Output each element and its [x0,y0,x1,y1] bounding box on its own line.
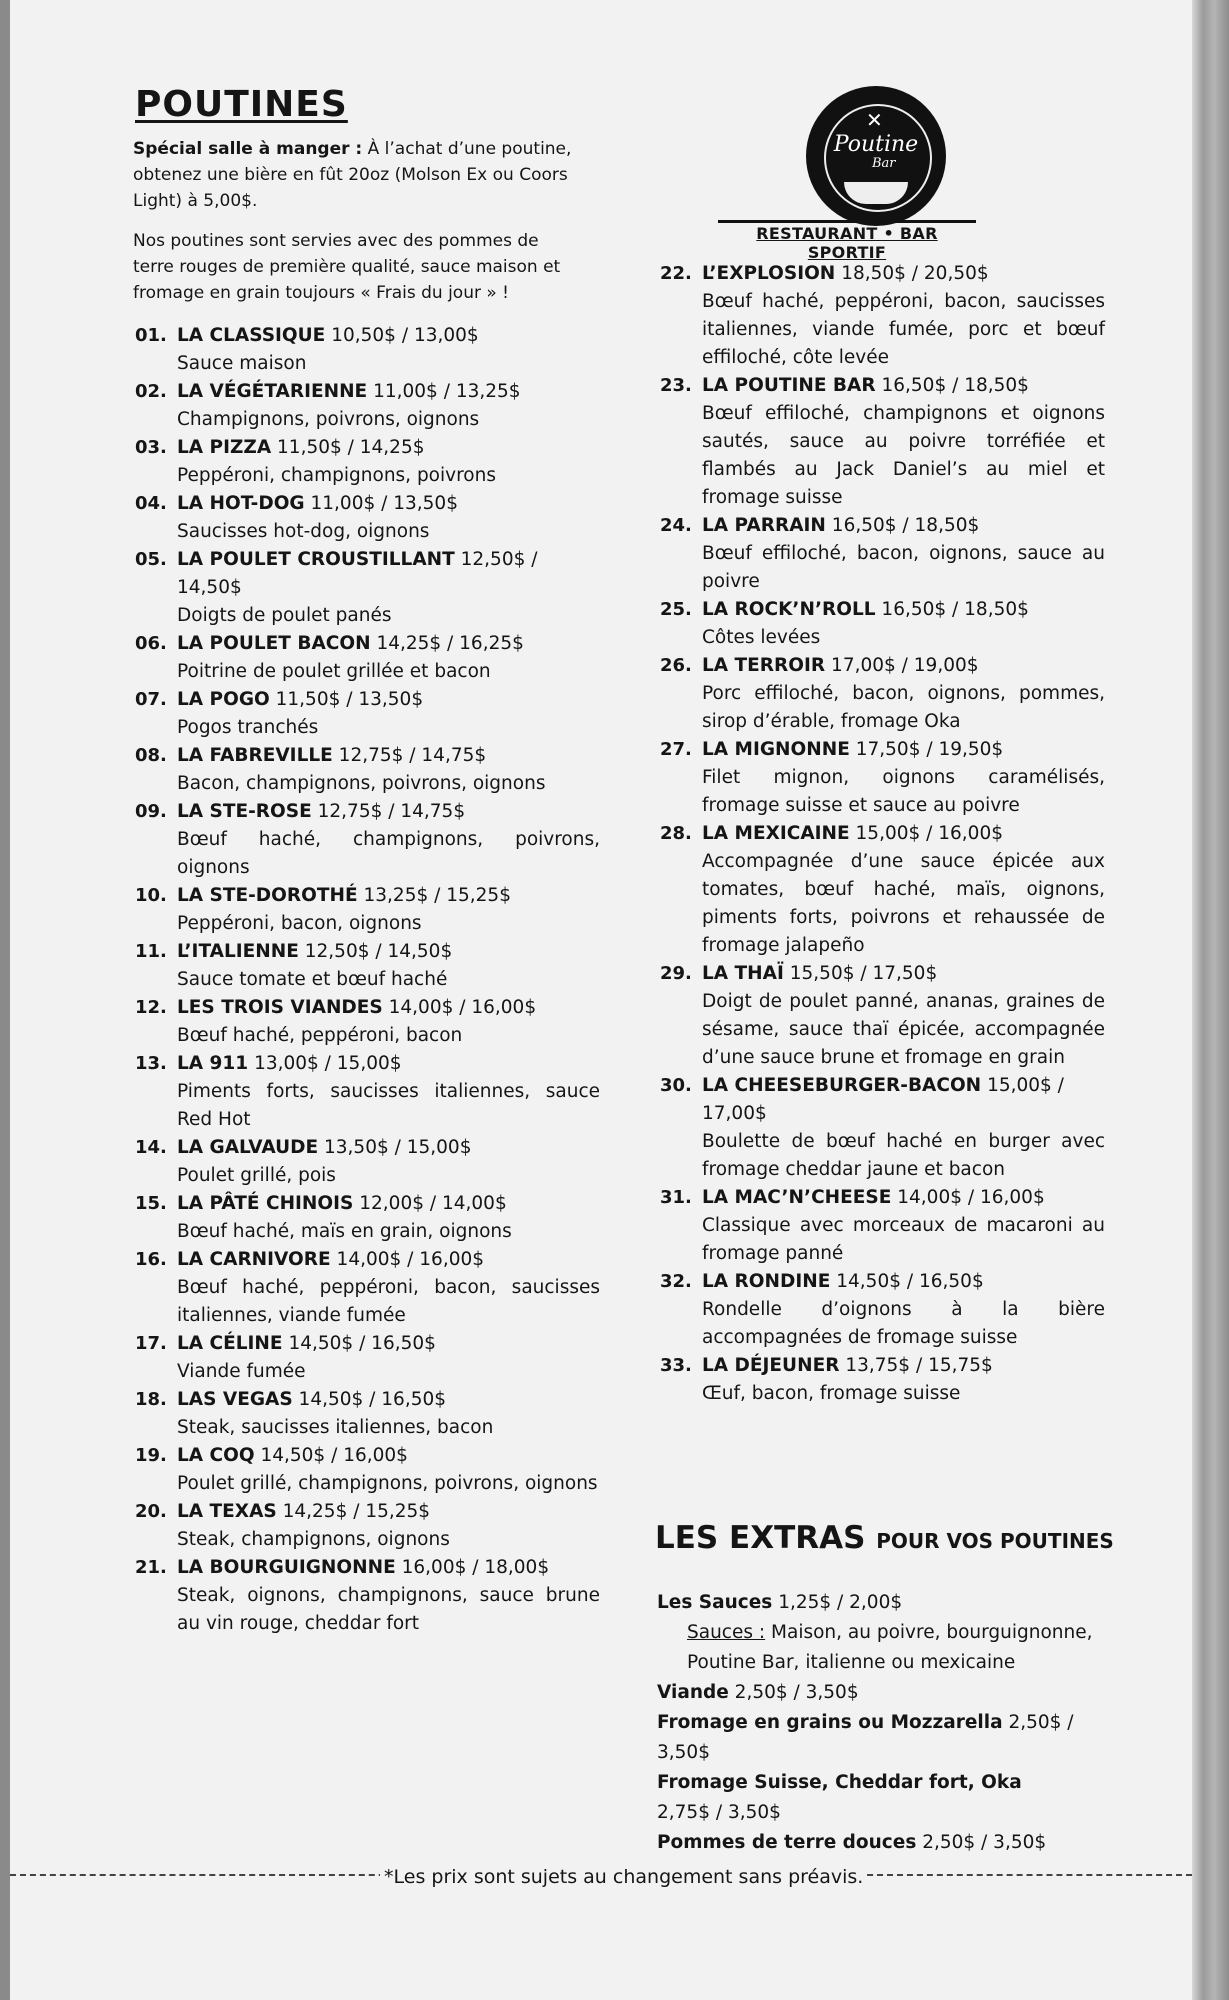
extra-price: 2,50$ / 3,50$ [657,1712,1074,1763]
item-description: Accompagnée d’une sauce épicée aux tomates, bœuf haché, maïs, oignons, piments forts, poivrons et rehaussée de fromage jalapeño [702,851,1105,956]
menu-item [135,1498,600,1554]
item-description: Piments forts, saucisses italiennes, sauce Red Hot [177,1081,600,1130]
item-name: LA TEXAS [177,1501,277,1522]
item-description: Steak, saucisses italiennes, bacon [177,1417,494,1438]
item-price: 16,50$ / 18,50$ [831,515,980,536]
item-body [702,1268,1105,1352]
extra-patates-douces [657,1828,1127,1858]
item-price: 13,75$ / 15,75$ [845,1355,993,1376]
menu-item [135,1190,600,1246]
item-price: 11,50$ / 14,25$ [277,437,425,458]
item-number: 16. [135,1249,167,1270]
item-name: LA COQ [177,1445,255,1466]
extra-price: 1,25$ / 2,00$ [778,1592,903,1613]
item-price: 17,50$ / 19,50$ [855,739,1004,760]
menu-item [135,798,600,882]
menu-item [660,820,1105,960]
item-body [702,736,1105,820]
menu-item [135,994,600,1050]
menu-item [135,742,600,798]
item-body [177,1246,600,1330]
item-number: 11. [135,941,167,962]
item-description: Bœuf haché, peppéroni, bacon, saucisses italiennes, viande fumée, porc et bœuf effiloché, côte levée [702,291,1105,368]
item-number: 17. [135,1333,167,1354]
item-name: LA STE-DOROTHÉ [177,885,358,906]
item-body [177,798,600,882]
item-number: 04. [135,493,167,514]
item-description: Doigts de poulet panés [177,605,392,626]
item-name: LA CLASSIQUE [177,325,326,346]
item-name: L’ITALIENNE [177,941,299,962]
item-name: LA MIGNONNE [702,739,850,760]
menu-item [660,1072,1105,1184]
item-number: 30. [660,1075,692,1096]
item-price: 12,00$ / 14,00$ [359,1193,507,1214]
item-body [177,1554,600,1638]
item-price: 17,00$ / 19,00$ [831,655,979,676]
item-price: 11,00$ / 13,50$ [310,493,458,514]
item-description: Bœuf effiloché, bacon, oignons, sauce au poivre [702,543,1105,592]
item-price: 14,50$ / 16,00$ [260,1445,408,1466]
item-body [177,378,600,434]
item-description: Peppéroni, champignons, poivrons [177,465,496,486]
extra-viande [657,1678,1127,1708]
item-body [177,1134,600,1190]
item-number: 19. [135,1445,167,1466]
menu-item [135,1330,600,1386]
menu-item [135,938,600,994]
menu-item [660,372,1105,512]
item-price: 14,00$ / 16,00$ [336,1249,485,1270]
item-description: Bœuf haché, peppéroni, bacon [177,1025,463,1046]
item-price: 16,50$ / 18,50$ [881,599,1029,620]
item-price: 14,25$ / 15,25$ [282,1501,431,1522]
item-number: 20. [135,1501,167,1522]
item-description: Poitrine de poulet grillée et bacon [177,661,491,682]
extra-fromage-suisse [657,1768,1127,1828]
poutine-bar-logo [806,86,946,226]
menu-item [660,596,1105,652]
item-name: LAS VEGAS [177,1389,293,1410]
extras-list [657,1588,1127,1858]
item-name: LA PARRAIN [702,515,826,536]
item-body [702,260,1105,372]
item-price: 12,50$ / 14,50$ [177,549,538,598]
item-description: Rondelle d’oignons à la bière accompagnées de fromage suisse [702,1299,1105,1348]
item-number: 27. [660,739,692,760]
item-number: 22. [660,263,692,284]
price-disclaimer: *Les prix sont sujets au changement sans préavis. [380,1866,867,1888]
item-name: LA CARNIVORE [177,1249,331,1270]
item-number: 25. [660,599,692,620]
item-price: 13,25$ / 15,25$ [363,885,511,906]
item-body [177,1386,600,1442]
item-price: 12,75$ / 14,75$ [338,745,487,766]
item-price: 13,50$ / 15,00$ [324,1137,472,1158]
item-price: 13,00$ / 15,00$ [254,1053,402,1074]
item-body [177,322,600,378]
sauces-sub-label: Sauces : [687,1622,766,1643]
item-number: 14. [135,1137,167,1158]
item-price: 15,50$ / 17,50$ [789,963,938,984]
menu-item [135,378,600,434]
menu-item [135,1442,600,1498]
background-left-edge [0,0,10,2000]
item-price: 11,00$ / 13,25$ [373,381,521,402]
extra-price: 2,75$ / 3,50$ [657,1802,781,1823]
item-name: LES TROIS VIANDES [177,997,383,1018]
item-description: Pogos tranchés [177,717,319,738]
item-name: LA 911 [177,1053,249,1074]
background-right-edge [1192,0,1229,2000]
item-price: 11,50$ / 13,50$ [275,689,424,710]
item-number: 31. [660,1187,692,1208]
item-body [177,1330,600,1386]
item-body [177,882,600,938]
menu-item [135,1134,600,1190]
item-description: Sauce tomate et bœuf haché [177,969,448,990]
item-description: Classique avec morceaux de macaroni au fromage panné [702,1215,1105,1264]
item-body [702,1352,1105,1408]
item-name: LA VÉGÉTARIENNE [177,381,368,402]
menu-list-left [135,322,600,1638]
item-name: LA TERROIR [702,655,826,676]
item-body [177,490,600,546]
item-description: Peppéroni, bacon, oignons [177,913,422,934]
menu-item [135,546,600,630]
menu-item [660,260,1105,372]
item-description: Doigt de poulet panné, ananas, graines de sésame, sauce thaï épicée, accompagnée d’une sauce brune et fromage en grain [702,991,1105,1068]
item-price: 15,00$ / 17,00$ [702,1075,1064,1124]
item-number: 01. [135,325,167,346]
item-number: 15. [135,1193,167,1214]
item-number: 10. [135,885,167,906]
restaurant-tagline: RESTAURANT • BAR SPORTIF [718,220,976,262]
item-number: 18. [135,1389,167,1410]
item-description: Steak, oignons, champignons, sauce brune au vin rouge, cheddar fort [177,1585,600,1634]
item-description: Bœuf haché, maïs en grain, oignons [177,1221,512,1242]
menu-item [660,960,1105,1072]
item-number: 21. [135,1557,167,1578]
special-offer [133,136,573,214]
item-name: LA PIZZA [177,437,272,458]
item-body [177,994,600,1050]
item-description: Filet mignon, oignons caramélisés, fromage suisse et sauce au poivre [702,767,1105,816]
item-number: 03. [135,437,167,458]
item-name: LA MAC’N’CHEESE [702,1187,892,1208]
item-number: 32. [660,1271,692,1292]
menu-item [660,1268,1105,1352]
item-price: 16,00$ / 18,00$ [401,1557,550,1578]
item-name: LA GALVAUDE [177,1137,319,1158]
menu-item [135,1386,600,1442]
menu-item [135,882,600,938]
extra-fromage [657,1708,1127,1768]
item-name: LA MEXICAINE [702,823,850,844]
item-name: LA CHEESEBURGER-BACON [702,1075,982,1096]
menu-item [135,1050,600,1134]
item-number: 06. [135,633,167,654]
item-price: 14,00$ / 16,00$ [388,997,537,1018]
item-body [177,1442,600,1498]
menu-item [135,1554,600,1638]
item-number: 08. [135,745,167,766]
item-body [702,596,1105,652]
item-name: LA POGO [177,689,270,710]
item-number: 07. [135,689,167,710]
item-number: 09. [135,801,167,822]
extra-label: Viande [657,1682,729,1703]
item-name: LA POULET BACON [177,633,371,654]
item-number: 24. [660,515,692,536]
sauces-sub-text: Maison, au poivre, bourguignonne, Poutine Bar, italienne ou mexicaine [687,1622,1093,1673]
menu-item [660,652,1105,736]
item-description: Porc effiloché, bacon, oignons, pommes, sirop d’érable, fromage Oka [702,683,1105,732]
logo-subtext: Bar [872,156,896,171]
extra-sauces-detail [657,1618,1127,1678]
menu-item [660,1184,1105,1268]
item-description: Poulet grillé, champignons, poivrons, oignons [177,1473,598,1494]
item-price: 14,50$ / 16,50$ [298,1389,447,1410]
item-number: 12. [135,997,167,1018]
item-name: LA THAÏ [702,963,784,984]
item-description: Poulet grillé, pois [177,1165,336,1186]
item-description: Bœuf haché, champignons, poivrons, oignons [177,829,600,878]
item-name: LA DÉJEUNER [702,1355,840,1376]
item-description: Saucisses hot-dog, oignons [177,521,430,542]
menu-item [135,322,600,378]
menu-item [135,1246,600,1330]
page-title: POUTINES [135,84,348,125]
item-body [177,686,600,742]
item-price: 14,50$ / 16,50$ [288,1333,436,1354]
item-number: 23. [660,375,692,396]
item-description: Bœuf effiloché, champignons et oignons sautés, sauce au poivre torréfiée et flambés au Jack Daniel’s au miel et fromage suisse [702,403,1105,508]
item-name: LA FABREVILLE [177,745,333,766]
item-price: 12,50$ / 14,50$ [304,941,453,962]
extra-label: Pommes de terre douces [657,1832,917,1853]
item-price: 14,50$ / 16,50$ [836,1271,984,1292]
item-body [702,820,1105,960]
item-body [177,434,600,490]
extra-sauces [657,1588,1127,1618]
extras-title-sub: POUR VOS POUTINES [876,1529,1114,1553]
item-price: 10,50$ / 13,00$ [331,325,479,346]
item-name: LA POUTINE BAR [702,375,876,396]
item-body [702,1072,1105,1184]
item-number: 28. [660,823,692,844]
item-name: LA CÉLINE [177,1333,283,1354]
item-body [177,1498,600,1554]
item-body [702,960,1105,1072]
item-price: 15,00$ / 16,00$ [855,823,1003,844]
item-price: 14,25$ / 16,25$ [376,633,524,654]
item-number: 26. [660,655,692,676]
item-price: 14,00$ / 16,00$ [897,1187,1045,1208]
item-name: LA HOT-DOG [177,493,305,514]
item-number: 02. [135,381,167,402]
menu-item [660,1352,1105,1408]
item-body [702,512,1105,596]
serve-note: Nos poutines sont servies avec des pommes de terre rouges de première qualité, sauce maison et fromage en grain toujours « Frais du jour » ! [133,231,561,303]
item-name: LA STE-ROSE [177,801,312,822]
menu-item [135,434,600,490]
menu-item [135,630,600,686]
item-description: Viande fumée [177,1361,306,1382]
item-name: LA BOURGUIGNONNE [177,1557,396,1578]
item-name: LA ROCK’N’ROLL [702,599,876,620]
item-name: LA PÂTÉ CHINOIS [177,1193,354,1214]
item-description: Œuf, bacon, fromage suisse [702,1383,961,1404]
item-number: 29. [660,963,692,984]
item-number: 33. [660,1355,692,1376]
fork-knife-icon: ✕ [866,108,883,132]
item-body [702,652,1105,736]
menu-list-right [660,260,1105,1408]
item-description: Boulette de bœuf haché en burger avec fromage cheddar jaune et bacon [702,1131,1105,1180]
item-body [177,1050,600,1134]
extras-title-main: LES EXTRAS [655,1520,866,1556]
item-description: Steak, champignons, oignons [177,1529,450,1550]
item-body [177,1190,600,1246]
item-number: 13. [135,1053,167,1074]
menu-item [135,490,600,546]
item-name: L’EXPLOSION [702,263,836,284]
item-name: LA RONDINE [702,1271,831,1292]
extra-label: Les Sauces [657,1592,773,1613]
extra-price: 2,50$ / 3,50$ [922,1832,1047,1853]
item-description: Bacon, champignons, poivrons, oignons [177,773,546,794]
item-description: Bœuf haché, peppéroni, bacon, saucisses italiennes, viande fumée [177,1277,600,1326]
item-number: 05. [135,549,167,570]
item-body [177,938,600,994]
logo-text: Poutine [833,132,919,157]
special-text: À l’achat d’une poutine, obtenez une bière en fût 20oz (Molson Ex ou Coors Light) à 5,00$. [133,139,572,211]
menu-item [135,686,600,742]
menu-item [660,736,1105,820]
item-price: 16,50$ / 18,50$ [881,375,1029,396]
special-label: Spécial salle à manger : [133,139,363,159]
menu-item [660,512,1105,596]
item-description: Côtes levées [702,627,821,648]
item-price: 18,50$ / 20,50$ [841,263,989,284]
extra-label: Fromage en grains ou Mozzarella [657,1712,1003,1733]
extra-price: 2,50$ / 3,50$ [734,1682,859,1703]
item-price: 12,75$ / 14,75$ [317,801,466,822]
extras-title [655,1520,1114,1556]
item-name: LA POULET CROUSTILLANT [177,549,455,570]
item-body [177,742,600,798]
item-body [702,372,1105,512]
item-body [177,630,600,686]
item-description: Sauce maison [177,353,307,374]
item-body [177,546,600,630]
item-body [702,1184,1105,1268]
extra-label: Fromage Suisse, Cheddar fort, Oka [657,1772,1022,1793]
item-description: Champignons, poivrons, oignons [177,409,480,430]
